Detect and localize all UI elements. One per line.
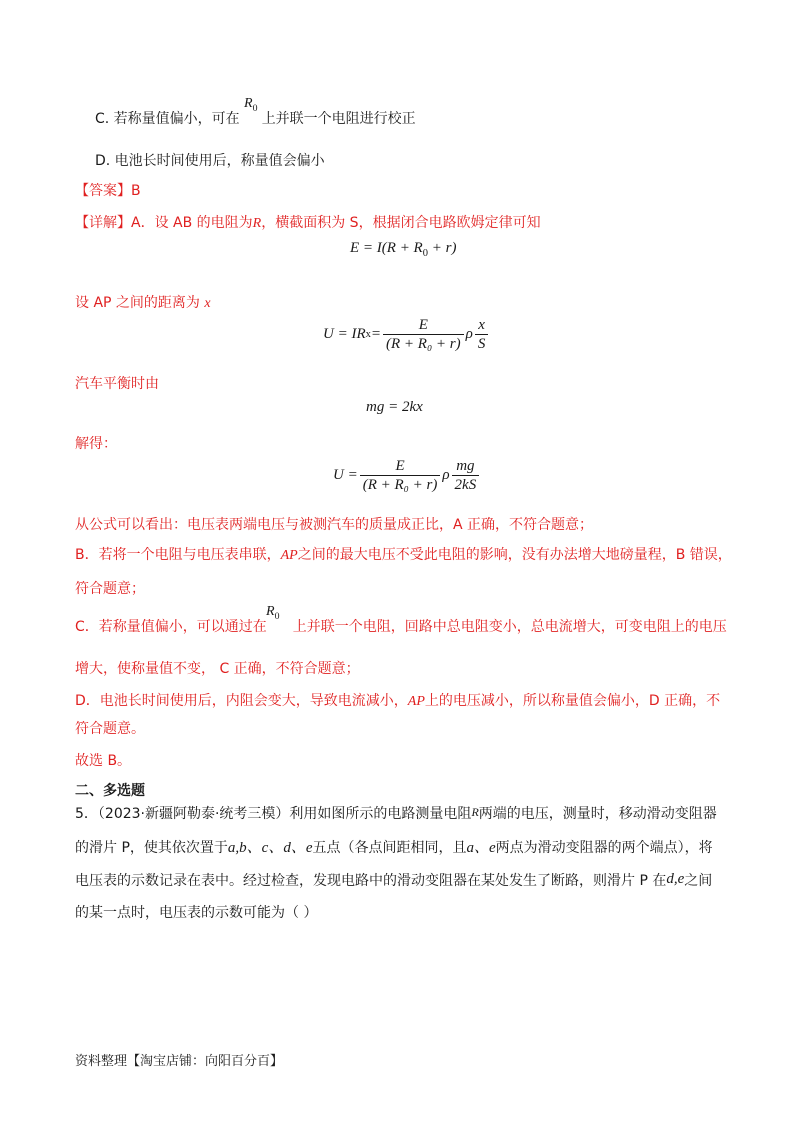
conclusion-c-line2: 增大，使称量值不变， C 正确，不符合题意； xyxy=(75,661,360,677)
r0-symbol-2: $R_0$ xyxy=(266,604,280,622)
equation-2: U = IR x = $\frac{E}{\text{(R + R₀ + r)}}$ ρ $\frac{x}{S}$ xyxy=(323,316,490,353)
conclusion-b-line1: B．若将一个电阻与电压表串联，AP之间的最大电压不受此电阻的影响，没有办法增大地磅量程，B 错误， xyxy=(75,547,732,563)
ap-distance-line: 设 AP 之间的距离为 x xyxy=(75,295,211,311)
var-r: R xyxy=(252,216,262,231)
answer-line: 【答案】B xyxy=(75,183,141,199)
question-5-line4: 的某一点时，电压表的示数可能为（ ） xyxy=(75,905,318,921)
equation-4: U = $\frac{E}{\text{(R + R₀ + r)}}$ ρ $\frac{mg}{2kS}$ xyxy=(333,457,481,494)
option-c-prefix: C. 若称量值偏小，可在 xyxy=(95,111,240,127)
solve-label: 解得： xyxy=(75,436,117,452)
conclusion-a: 从公式可以看出：电压表两端电压与被测汽车的质量成正比，A 正确，不符合题意； xyxy=(75,517,594,533)
question-5-line2: 的滑片 P，使其依次置于a,b、c、d、e五点（各点间距相同，且a、e两点为滑动变阻器的两个端点），将 xyxy=(75,840,713,856)
choose-line: 故选 B。 xyxy=(75,753,132,769)
r0-symbol: $R_0$ xyxy=(244,96,258,114)
question-5-line3: 电压表的示数记录在表中。经过检查，发现电路中的滑动变阻器在某处发生了断路，则滑片 P 在d,e之间 xyxy=(75,871,713,889)
conclusion-d-line1: D．电池长时间使用后，内阻会变大，导致电流减小，AP上的电压减小，所以称量值会偏小，D 正确，不 xyxy=(75,693,721,709)
conclusion-b-line2: 符合题意； xyxy=(75,581,145,597)
footer-source: 资料整理【淘宝店铺：向阳百分百】 xyxy=(75,1054,284,1069)
conclusion-c-line1: C．若称量值偏小，可以通过在 上并联一个电阻，回路中总电阻变小，总电流增大，可变电阻上的电压 xyxy=(75,619,727,635)
detail-line: 【详解】A．设 AB 的电阻为R，横截面积为 S，根据闭合电路欧姆定律可知 xyxy=(75,215,541,231)
conclusion-d-line2: 符合题意。 xyxy=(75,721,145,737)
section-heading: 二、多选题 xyxy=(75,783,145,799)
option-c-suffix: 上并联一个电阻进行校正 xyxy=(261,111,416,127)
question-5-line1: 5．（2023·新疆阿勒泰·统考三模）利用如图所示的电路测量电阻R两端的电压，测量时，移动滑动变阻器 xyxy=(75,805,717,822)
option-d: D. 电池长时间使用后，称量值会偏小 xyxy=(95,153,325,169)
equation-1: $E = I(R + R_0 + r)$ xyxy=(350,240,457,259)
equation-3: mg = 2kx xyxy=(366,399,423,415)
car-balance-line: 汽车平衡时由 xyxy=(75,376,159,392)
